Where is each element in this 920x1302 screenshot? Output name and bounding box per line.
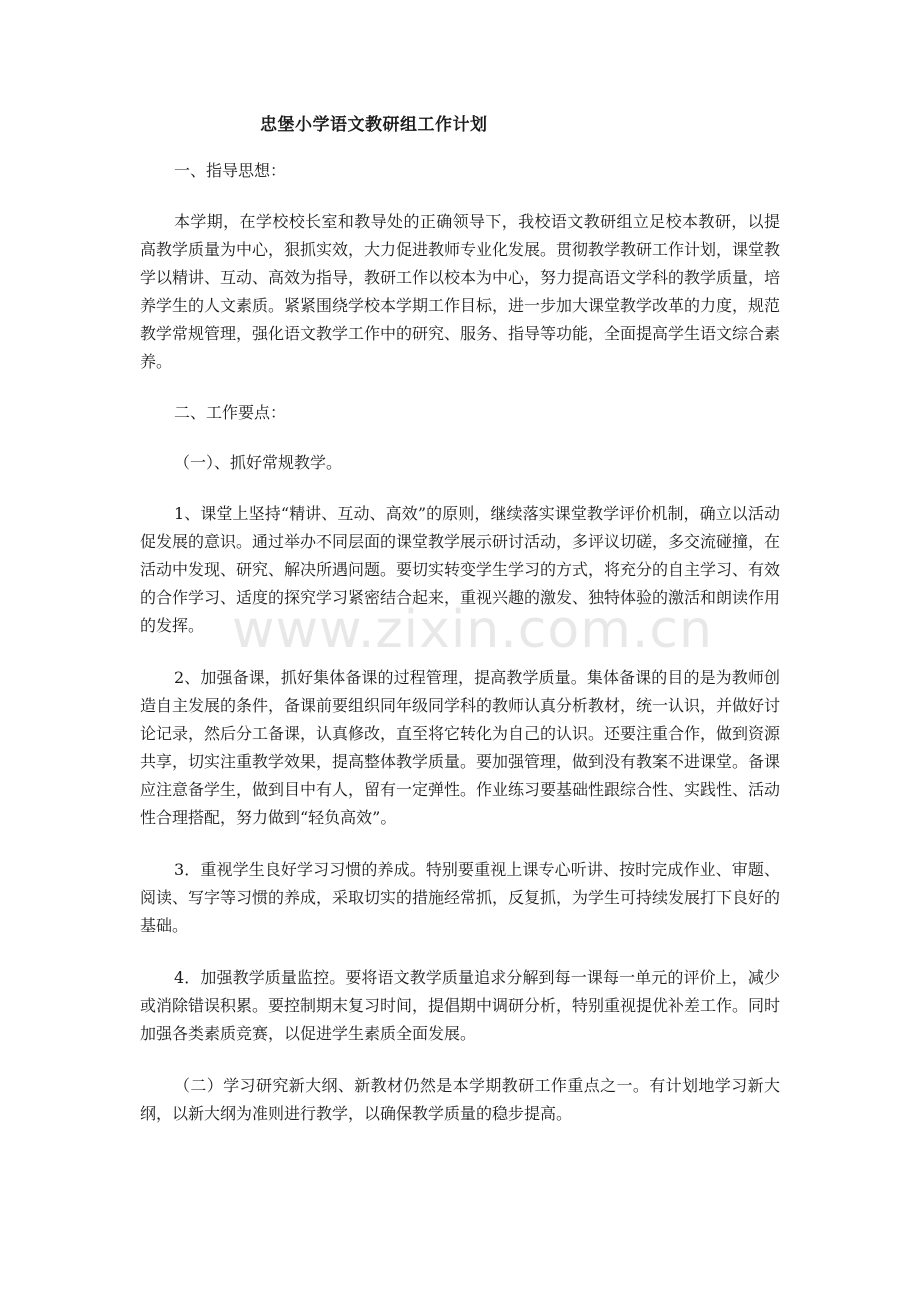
paragraph-item-5: （二）学习研究新大纲、新教材仍然是本学期教研工作重点之一。有计划地学习新大纲，以新大纲为准则进行教学，以确保教学质量的稳步提高。 (140, 1076, 780, 1123)
document-page (140, 112, 780, 1152)
document-title: 忠堡小学语文教研组工作计划 (260, 115, 488, 135)
paragraph-item-1: 1、课堂上坚持“精讲、互动、高效”的原则，继续落实课堂教学评价机制，确立以活动促发展的意识。通过举办不同层面的课堂教学展示研讨活动，多评议切磋，多交流碰撞，在活动中发现、研究、解决所遇问题。要切实转变学生学习的方式，将充分的自主学习、有效的合作学习、适度的探究学习紧密结合起来，重视兴趣的激发、独特体验的激活和朗读作用的发挥。 (140, 504, 781, 635)
section-heading-work-points: 二、工作要点： (174, 403, 287, 422)
subheading-routine-teaching: （一）、抓好常规教学。 (174, 453, 343, 472)
watermark: www.zixin.com.cn (232, 600, 713, 660)
paragraph-item-4: 4．加强教学质量监控。要将语文教学质量追求分解到每一课每一单元的评价上，减少或消除错误积累。要控制期末复习时间，提倡期中调研分析，特别重视提优补差工作。同时加强各类素质竞赛，以促进学生素质全面发展。 (140, 968, 781, 1043)
paragraph-guiding-thought: 本学期，在学校校长室和教导处的正确领导下，我校语文教研组立足校本教研，以提高教学质量为中心，狠抓实效，大力促进教师专业化发展。贯彻教学教研工作计划，课堂教学以精讲、互动、高效为指导，教研工作以校本为中心，努力提高语文学科的教学质量，培养学生的人文素质。紧紧围绕学校本学期工作目标，进一步加大课堂教学改革的力度，规范教学常规管理，强化语文教学工作中的研究、服务、指导等功能，全面提高学生语文综合素养。 (140, 212, 781, 371)
paragraph-item-3: 3．重视学生良好学习习惯的养成。特别要重视上课专心听讲、按时完成作业、审题、阅读、写字等习惯的养成，采取切实的措施经常抓，反复抓，为学生可持续发展打下良好的基础。 (140, 860, 781, 935)
section-heading-guiding-thought: 一、指导思想： (174, 161, 287, 180)
paragraph-item-2: 2、加强备课，抓好集体备课的过程管理，提高教学质量。集体备课的目的是为教师创造自主发展的条件，备课前要组织同年级同学科的教师认真分析教材，统一认识，并做好讨论记录，然后分工备课，认真修改，直至将它转化为自己的认识。还要注重合作，做到资源共享，切实注重教学效果，提高整体教学质量。要加强管理，做到没有教案不进课堂。备课应注意备学生，做到目中有人，留有一定弹性。作业练习要基础性跟综合性、实践性、活动性合理搭配，努力做到“轻负高效”。 (140, 668, 781, 827)
